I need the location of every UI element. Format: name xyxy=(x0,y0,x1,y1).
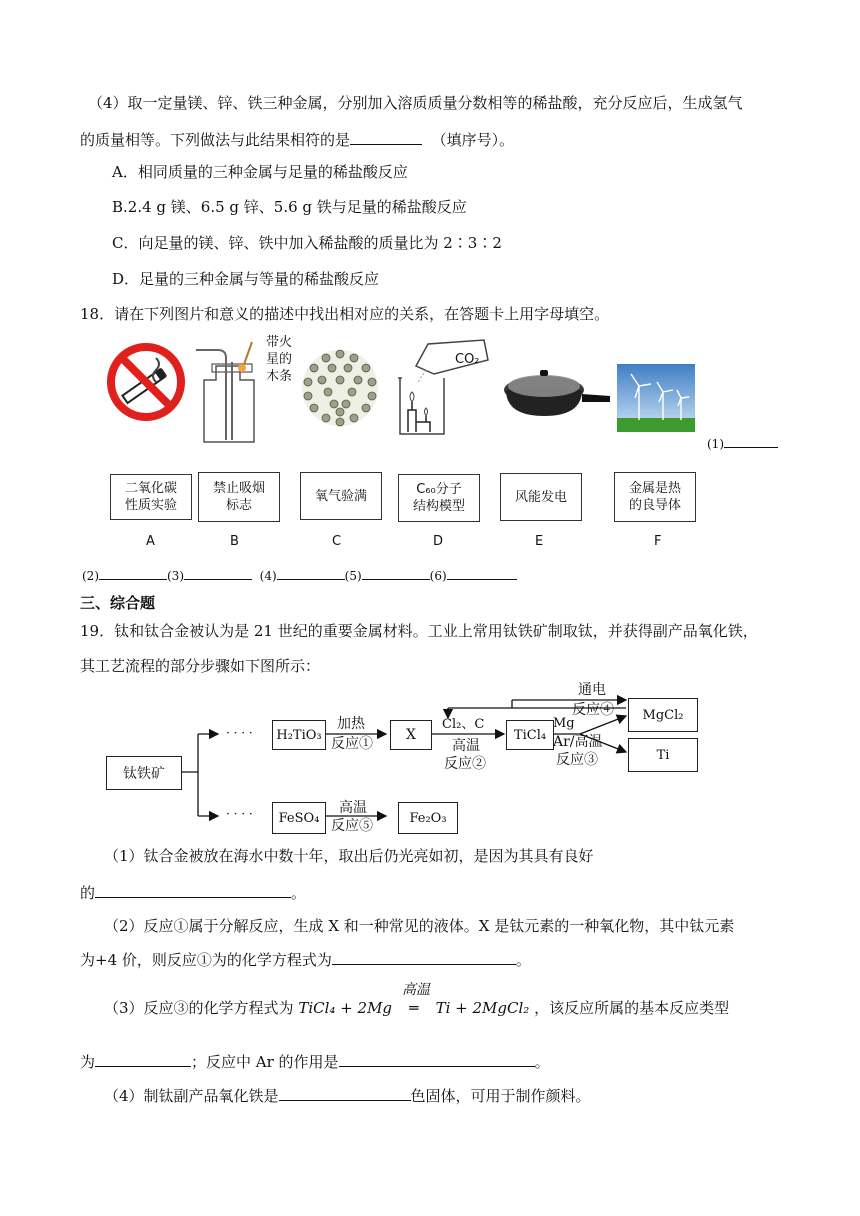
q19-p1-suffix: 。 xyxy=(291,884,307,902)
flow-dots-bottom: · · · · xyxy=(226,807,253,821)
no-smoking-sign-icon xyxy=(104,340,188,424)
q18-box-a-line2: 性质实验 xyxy=(124,498,177,513)
q19-p3-condition: 高温 xyxy=(402,982,430,998)
q18-box-a xyxy=(110,474,192,520)
q18-letter-f: F xyxy=(654,534,662,549)
splint-label-line1: 带火 xyxy=(266,335,293,350)
q18-blank-6-label: (6) xyxy=(429,569,447,583)
q18-letter-b: B xyxy=(230,534,239,549)
flow-box-fe2o3: Fe₂O₃ xyxy=(398,802,458,834)
flow-label-reaction5: 反应⑤ xyxy=(331,818,373,834)
q17-4-option-c: C．向足量的镁、锌、铁中加入稀盐酸的质量比为 2∶3∶2 xyxy=(112,234,502,252)
q17-4-option-b: B.2.4 g 镁、6.5 g 锌、5.6 g 铁与足量的稀盐酸反应 xyxy=(112,198,467,216)
section-title: 三、综合题 xyxy=(80,594,156,612)
q18-blank-1 xyxy=(707,434,778,454)
q19-p1-prefix: 的 xyxy=(80,884,96,902)
q18-letter-c: C xyxy=(332,534,342,549)
q19-p3-line2 xyxy=(80,1050,550,1072)
q19-p2-line2 xyxy=(80,948,531,970)
flow-box-ti: Ti xyxy=(628,738,698,772)
q18-blank-4-line[interactable] xyxy=(277,566,345,580)
flow-box-ticl4: TiCl₄ xyxy=(506,720,554,750)
flow-label-reaction4: 反应④ xyxy=(572,702,614,718)
q19-p1-answer-blank[interactable] xyxy=(95,881,291,898)
q19-p4-answer-blank[interactable] xyxy=(279,1084,411,1101)
flow-label-cl2c: Cl₂、C xyxy=(442,717,485,732)
flow-box-ore: 钛铁矿 xyxy=(106,756,182,790)
q18-box-b-line2: 标志 xyxy=(225,498,252,513)
q18-stem: 18．请在下列图片和意义的描述中找出相对应的关系，在答题卡上用字母填空。 xyxy=(80,305,610,323)
q19-p4-suffix: 色固体，可用于制作颜料。 xyxy=(410,1087,591,1105)
q18-blank-3-line[interactable] xyxy=(184,566,252,580)
q19-p3-equation-right: Ti + 2MgCl₂ xyxy=(435,999,530,1017)
q18-box-d-line1: C₆₀分子 xyxy=(416,482,462,497)
q19-p4-prefix: （4）制钛副产品氧化铁是 xyxy=(104,1087,279,1105)
q18-blanks-row xyxy=(82,566,517,586)
q18-letter-d: D xyxy=(433,534,444,549)
flow-label-mg: Mg xyxy=(553,716,575,731)
flow-label-heat: 加热 xyxy=(337,716,365,732)
q19-p2-line1: （2）反应①属于分解反应，生成 X 和一种常见的液体。X 是钛元素的一种氧化物，其中钛元素 xyxy=(104,917,735,935)
q19-p3-line1 xyxy=(104,998,729,1018)
co2-label: CO₂ xyxy=(455,352,480,367)
q18-box-e-line1: 风能发电 xyxy=(514,489,567,505)
q17-4-line2-text: 的质量相等。下列做法与此结果相符的是 xyxy=(80,131,351,149)
q17-4-option-a: A．相同质量的三种金属与足量的稀盐酸反应 xyxy=(112,163,408,181)
wind-turbines-icon xyxy=(617,364,695,432)
q19-p3-prefix: （3）反应③的化学方程式为 xyxy=(104,999,294,1017)
q18-box-e xyxy=(500,473,582,521)
q19-p3-type-blank[interactable] xyxy=(95,1050,191,1067)
q19-p4-line xyxy=(104,1084,591,1106)
flow-label-reaction1: 反应① xyxy=(331,736,373,752)
q19-p1-line1: （1）钛合金被放在海水中数十年，取出后仍光亮如初，是因为其具有良好 xyxy=(104,847,594,865)
q17-4-answer-blank[interactable] xyxy=(350,128,422,145)
q18-letter-e: E xyxy=(535,534,544,549)
flow-box-feso4: FeSO₄ xyxy=(272,802,326,834)
q19-p3-equals-sign: ═ xyxy=(409,999,419,1017)
c60-molecule-model-icon xyxy=(298,346,382,430)
q18-box-f-line2: 的良导体 xyxy=(628,498,681,513)
q19-p3-equation-left: TiCl₄ + 2Mg xyxy=(298,999,393,1017)
splint-label xyxy=(266,334,292,385)
q18-blank-1-line[interactable] xyxy=(724,434,778,448)
flow-box-mgcl2: MgCl₂ xyxy=(628,698,698,732)
splint-label-line3: 木条 xyxy=(266,369,293,384)
q19-p2-prefix: 为+4 价，则反应①为的化学方程式为 xyxy=(80,951,332,969)
q17-4-line2-tail: （填序号）。 xyxy=(431,131,515,149)
flow-label-hightemp5: 高温 xyxy=(339,800,367,816)
flow-label-ar: Ar/高温 xyxy=(553,734,603,750)
q17-4-line1: （4）取一定量镁、锌、铁三种金属，分别加入溶质质量分数相等的稀盐酸，充分反应后，生成氢气 xyxy=(88,94,743,112)
q18-blank-5-line[interactable] xyxy=(362,566,430,580)
gas-jar-oxygen-test-icon xyxy=(194,336,268,448)
q19-p1-line2 xyxy=(80,881,306,903)
q18-box-d-line2: 结构模型 xyxy=(412,499,465,514)
q18-blank-2-label: (2) xyxy=(82,569,99,583)
q18-box-f-line1: 金属是热 xyxy=(628,481,681,496)
q18-box-b-line1: 禁止吸烟 xyxy=(212,481,265,496)
q17-4-line2 xyxy=(80,128,514,150)
q19-p3-ar-text: ；反应中 Ar 的作用是 xyxy=(191,1053,339,1071)
flow-label-reaction2: 反应② xyxy=(444,756,486,772)
q18-blank-4-label: (4) xyxy=(259,569,277,583)
q19-stem-line2: 其工艺流程的部分步骤如下图所示： xyxy=(80,657,321,675)
q18-letter-a: A xyxy=(146,534,155,549)
q18-blank-6-line[interactable] xyxy=(447,566,517,580)
q17-4-option-d: D．足量的三种金属与等量的稀盐酸反应 xyxy=(112,270,380,288)
q19-p3-prefix2: 为 xyxy=(80,1053,96,1071)
q18-blank-3-label: (3) xyxy=(167,569,184,583)
q19-stem-line1: 19．钛和钛合金被认为是 21 世纪的重要金属材料。工业上常用钛铁矿制取钛，并获得副产品氧化铁， xyxy=(80,622,758,640)
flow-label-electro: 通电 xyxy=(578,682,606,698)
q19-p3-suffix: 。 xyxy=(534,1053,550,1071)
flow-box-x: X xyxy=(390,720,432,750)
flow-label-reaction3: 反应③ xyxy=(556,752,598,768)
co2-beaker-experiment-icon xyxy=(388,334,498,438)
q19-p3-ar-blank[interactable] xyxy=(339,1050,535,1067)
frying-pan-icon xyxy=(500,356,612,432)
q19-p3-tail: ，该反应所属的基本反应类型 xyxy=(534,999,730,1017)
q18-box-f xyxy=(614,472,696,522)
flow-dots-top: · · · · xyxy=(226,726,253,740)
flow-label-hightemp: 高温 xyxy=(452,738,480,754)
q18-blank-5-label: (5) xyxy=(344,569,362,583)
q18-box-d xyxy=(398,474,480,522)
q18-blank-1-label: (1) xyxy=(707,437,724,451)
q19-p2-answer-blank[interactable] xyxy=(332,948,516,965)
q18-blank-2-line[interactable] xyxy=(99,566,167,580)
q18-box-b xyxy=(198,472,280,522)
flow-box-h2tio3: H₂TiO₃ xyxy=(272,720,326,750)
q19-p2-suffix: 。 xyxy=(515,951,531,969)
q18-box-c xyxy=(300,472,382,520)
q18-box-c-line1: 氧气验满 xyxy=(314,488,367,504)
splint-label-line2: 星的 xyxy=(266,352,293,367)
q18-box-a-line1: 二氧化碳 xyxy=(124,481,177,496)
